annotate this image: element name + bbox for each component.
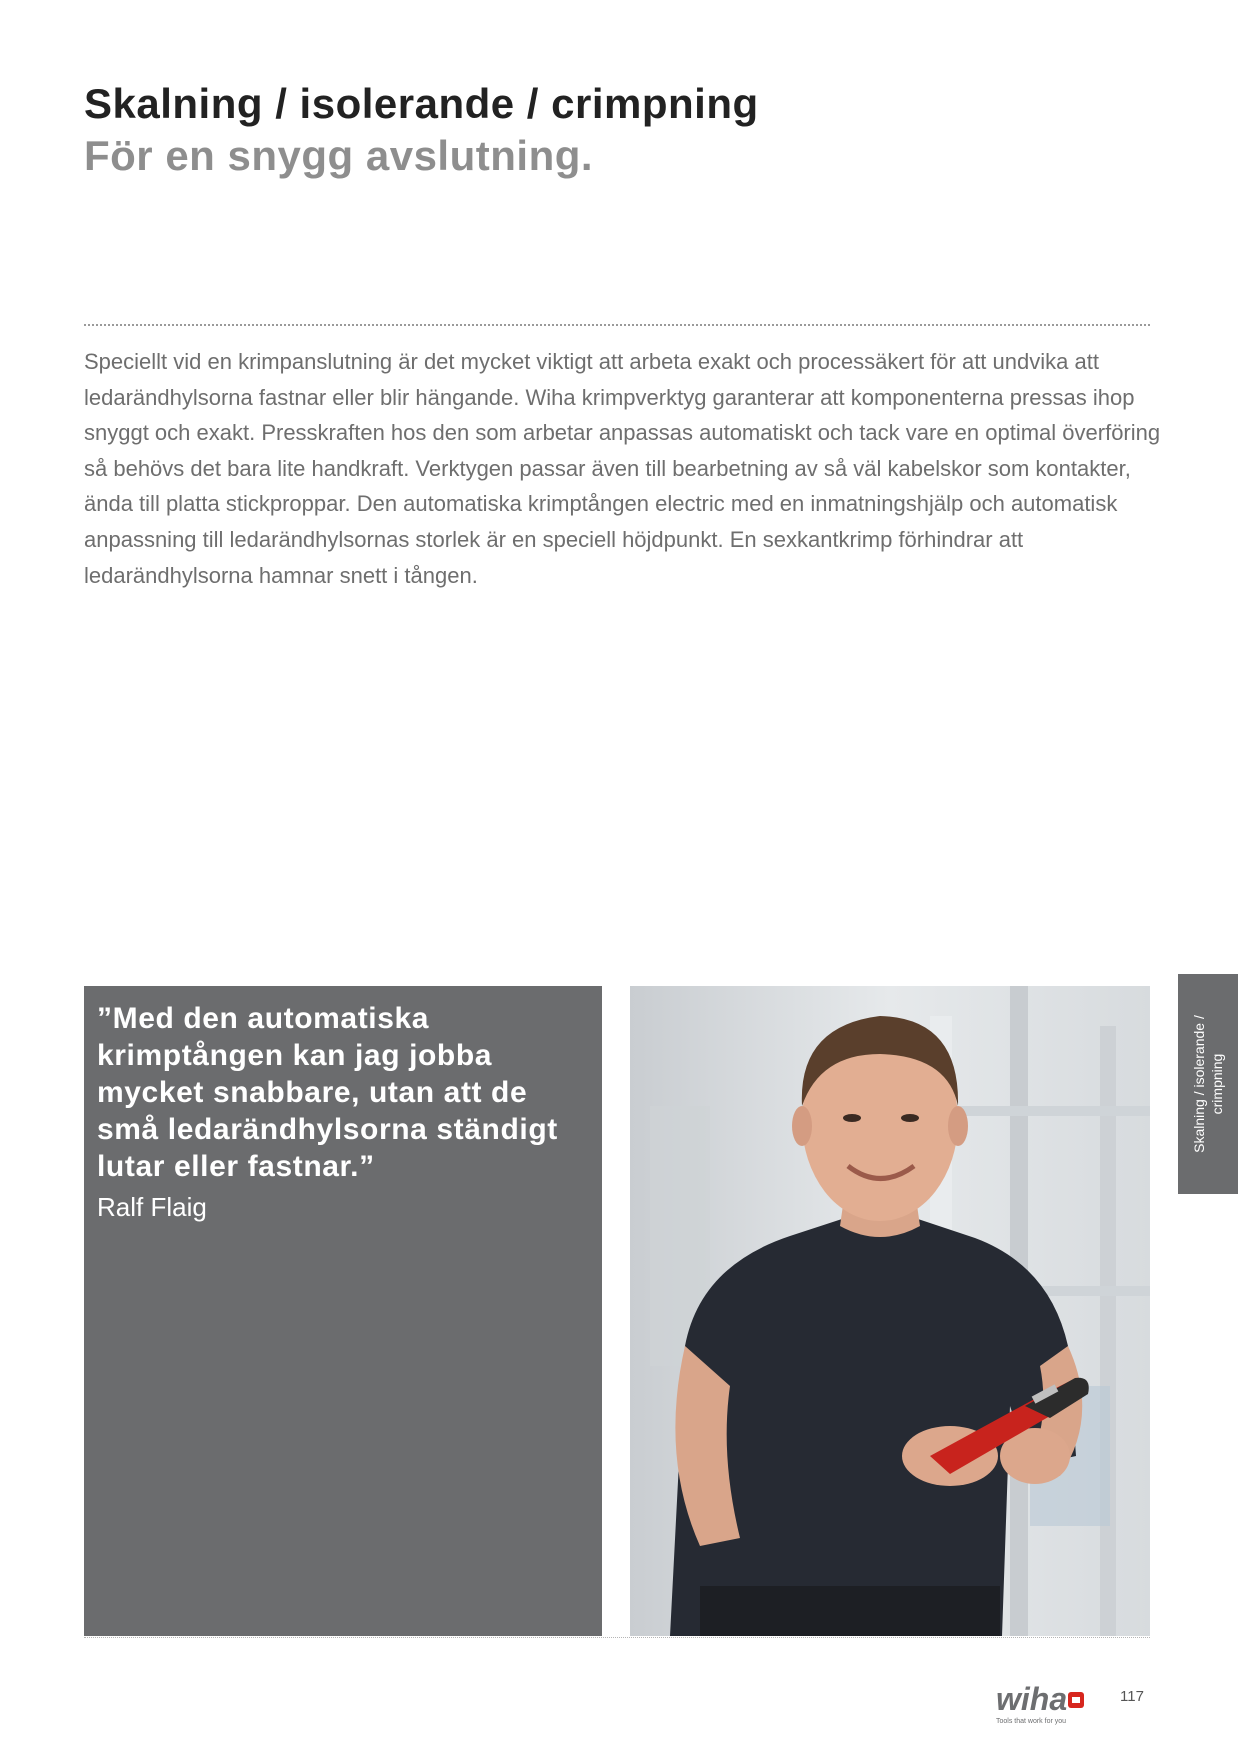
logo-tagline: Tools that work for you (996, 1718, 1067, 1725)
section-divider (84, 324, 1150, 326)
quote-text: ”Med den automatiska krimptången kan jag jobba mycket snabbare, utan att de små ledarändhylsorna ständigt lutar eller fastnar.” (97, 1002, 558, 1183)
intro-paragraph: Speciellt vid en krimpanslutning är det mycket viktigt att arbeta exakt och processäkert för att undvika att ledarändhylsorna fastnar eller blir hängande. Wiha krimpverktyg garanterar att komponenterna pressas ihop snyggt och exakt. Presskraften hos den som arbetar anpassas automatiskt och tack vare en optimal överföring så behövs det bara lite handkraft. Verktygen passar även till bearbetning av så väl kabelskor som kontakter, ända till platta stickproppar. Den automatiska krimptången electric med en inmatningshjälp och automatisk anpassning till ledarändhylsornas storlek är en speciell höjdpunkt. En sexkantkrimp förhindrar att ledarändhylsorna hamnar snett i tången. (84, 349, 1161, 588)
logo-wordmark: wiha (996, 1681, 1068, 1717)
page-subtitle: För en snygg avslutning. (84, 132, 594, 179)
wiha-logo (996, 1680, 1086, 1726)
logo-emblem-icon (1068, 1692, 1084, 1708)
bottom-divider (84, 1637, 1150, 1638)
worker-photo-illustration (630, 986, 1150, 1636)
side-tab-label: Skalning / isolerande / crimpning (1191, 1015, 1225, 1153)
worker-photo (630, 986, 1150, 1636)
quote-box (84, 986, 602, 1636)
quote-author: Ralf Flaig (97, 1192, 207, 1222)
page-title: Skalning / isolerande / crimpning (84, 80, 759, 127)
section-side-tab[interactable] (1178, 974, 1238, 1194)
page-number: 117 (1120, 1688, 1144, 1705)
